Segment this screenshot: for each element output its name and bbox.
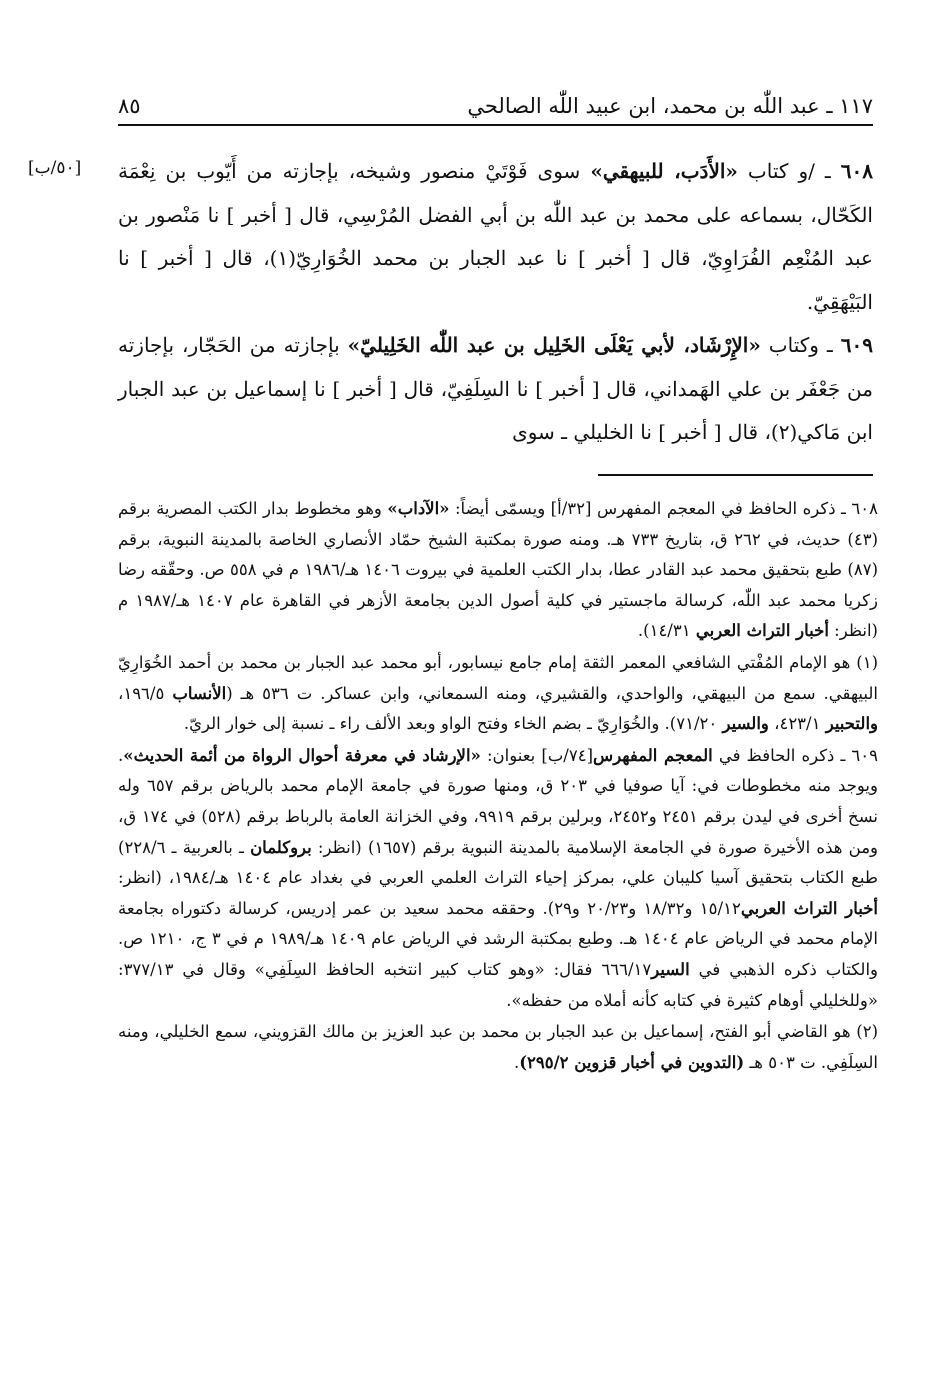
- footnote-bold: «الآداب»: [387, 499, 450, 518]
- footnote-1: [118, 648, 878, 740]
- footnote-bold: والسير: [722, 714, 769, 734]
- running-title: ١١٧ ـ عبد اللّٰه بن محمد، ابن عبيد اللّٰه الصالحي: [467, 94, 873, 118]
- footnote-text: ١٥/١٢ و١٨/٣٢ و٢٠/٢٣ و٢٩). وحققه محمد سعيد بن عمر إدريس، كرسالة دكتوراه بجامعة الإمام محمد في الرياض عام ١٤٠٤ هـ. وطبع بمكتبة الرشد في الرياض عام ١٤٠٩ هـ/١٩٨٩ م في ٣ ج، ١٢١٠ ص. والكتاب ذكره الذهبي في: [118, 898, 878, 979]
- footnote-text: (٢) هو القاضي أبو الفتح، إسماعيل بن عبد الجبار بن محمد بن عبد العزيز بن مالك القزويني، سمع الخليلي، ومنه السِلَفِي. ت ٥٠٣ هـ: [118, 1022, 878, 1072]
- footnote-bold: أخبار التراث العربي: [740, 898, 878, 918]
- entry-number: ٦٠٨: [840, 159, 873, 183]
- footnote-608: [118, 494, 878, 647]
- footnote-text: ـ بالعربية ـ ٢٢٨/٦) طبع الكتاب بتحقيق آسيا كليبان علي، بمركز إحياء التراث العلمي العربي في بغداد عام ١٤٠٤ هـ/١٩٨٤، (انظر:: [118, 837, 879, 888]
- footnote-bold: والتحبير: [825, 714, 878, 734]
- header-rule: [118, 124, 873, 126]
- footnote-text: ٦٠٩ ـ ذكره الحافظ في: [712, 745, 878, 765]
- page-number: ٨٥: [118, 94, 141, 118]
- footnote-text: (١) هو الإمام المُفْتي الشافعي المعمر الثقة إمام جامع نيسابور، أبو محمد عبد الجبار بن محمد بن أحمد الخُوَارِيّ البيهقي. سمع من البيهقي، والواحدي، والقشيري، ومنه السمعاني، وابن عساكر. ت ٥٣٦ هـ (: [118, 652, 879, 703]
- entry-number: ٦٠٩: [840, 333, 873, 357]
- entry-608: [118, 150, 873, 324]
- footnote-text: ١٩٦/٥،: [118, 683, 173, 703]
- entry-text: بإجازته من الحَجّار، بإجازته من جَعْفَر بن علي الهَمداني، قال [ أخبر ] نا السِلَفِيّ، قال [ أخبر ] نا إسماعيل بن عبد الجبار ابن مَاكي(٢)، قال [ أخبر ] نا الخليلي ـ سوى: [118, 333, 873, 444]
- footnote-bold: المعجم المفهرس: [593, 745, 713, 765]
- footnote-2: [118, 1017, 878, 1078]
- footnote-text: ٦٦٦/١٧ فقال: «وهو كتاب كبير انتخبه الحافظ السِلَفِي» وقال في ٣٧٧/١٣: «وللخليلي أوهام كثيرة في كتابه كأنه أملاه من حفظه».: [118, 959, 878, 1010]
- footnote-text: ٦٠٨ ـ ذكره الحافظ في المعجم المفهرس [٣٢/أ] ويسمّى أيضاً:: [449, 499, 879, 518]
- footnote-609: [118, 741, 878, 1016]
- margin-folio-note: [٥٠/ب]: [28, 158, 82, 178]
- footnote-separator: [598, 474, 873, 476]
- footnote-bold: «الإرشاد في معرفة أحوال الرواة من أئمة الحديث»: [123, 745, 481, 765]
- entry-title: «الأَدَب، للبيهقي»: [590, 159, 738, 183]
- footnote-bold: أخبار التراث العربي: [695, 621, 829, 641]
- footnote-text: ١٤/٣١).: [637, 621, 696, 641]
- footnote-bold: بروكلمان: [250, 837, 312, 857]
- footnote-text: [٧٤/ب] بعنوان:: [480, 745, 594, 765]
- entry-title: «الإِرْشَاد، لأبي يَعْلَى الخَلِيل بن عبد اللّٰه الخَلِيليّ»: [347, 333, 761, 357]
- footnote-text: وهو مخطوط بدار الكتب المصرية برقم (٤٣) حديث، في ٢٦٢ ق، بتاريخ ٧٣٣ هـ. ومنه صورة بمكتبة الشيخ حمّاد الأنصاري الخاصة بالمدينة النبوية، برقم (٨٧) طبع بتحقيق محمد عبد القادر عطا، بدار الكتب العلمية في بيروت ١٤٠٦ هـ/١٩٨٦ م في ٥٥٨ ص. وحقّقه رضا زكريا محمد عبد اللّٰه، كرسالة ماجستير في كلية أصول الدين بجامعة الأزهر في القاهرة عام ١٤٠٧ هـ/١٩٨٧ م (انظر:: [118, 499, 879, 641]
- footnote-text: ٧١/٢٠). والخُوَارِيّ ـ بضم الخاء وفتح الواو وبعد الألف راء ـ نسبة إلى خوار الريّ.: [183, 714, 723, 734]
- entry-609: [118, 324, 873, 455]
- footnote-text: ٤٢٣/١،: [768, 714, 826, 734]
- entry-text: سوى فَوْتَيْ منصور وشيخه، بإجازته من أَيّوب بن نِعْمَة الكَحّال، بسماعه على محمد بن عبد اللّٰه بن أبي الفضل المُرْسِي، قال [ أخبر ] نا مَنْصور بن عبد المُنْعِم الفُرَاوِيّ، قال [ أخبر ] نا عبد الجبار بن محمد الخُوَارِيّ(١)، قال [ أخبر ] نا البَيْهَقِيّ.: [118, 159, 873, 314]
- footnote-text: .: [513, 1052, 520, 1072]
- entry-prefix: ـ /و كتاب: [737, 159, 841, 183]
- entry-prefix: ـ وكتاب: [760, 333, 841, 357]
- footnotes: [118, 494, 878, 1079]
- footnote-text: . ويوجد منه مخطوطات في: آيا صوفيا في ٢٠٣ ق، ومنها صورة في جامعة الإمام محمد بالرياض برقم ٦٥٧ وله نسخ أخرى في ليدن برقم ٢٤٥١ و٢٤٥٢، وبرلين برقم ٩٩١٩، وفي الخزانة العامة بالرباط برقم (٥٢٨) في ١٧٤ ق، ومن هذه الأخيرة صورة في الجامعة الإسلامية بالمدينة النبوية برقم (١٦٥٧) (انظر:: [118, 745, 879, 857]
- page-header: [118, 78, 873, 118]
- footnote-bold: (التدوين في أخبار قزوين ٢٩٥/٢): [519, 1052, 745, 1072]
- footnote-bold: السير: [651, 959, 690, 979]
- main-text: [118, 150, 873, 455]
- footnote-bold: الأنساب: [172, 683, 227, 703]
